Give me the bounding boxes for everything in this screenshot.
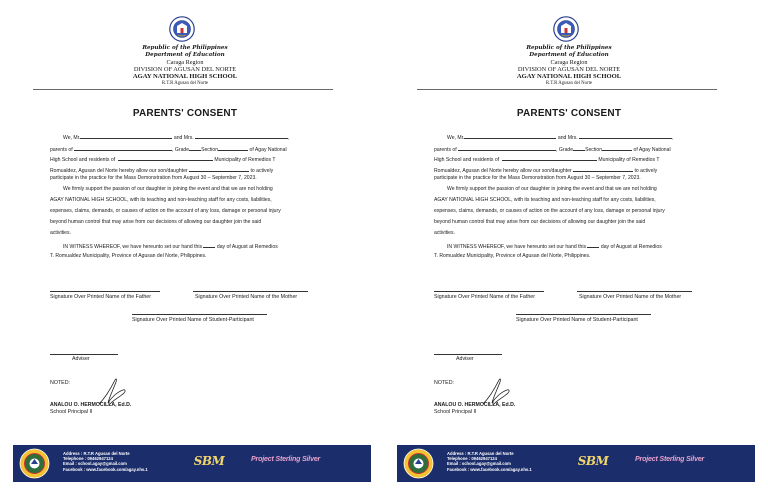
project-logo-text: Project Sterling Silver (251, 455, 321, 463)
header-republic: Republic of the Philippines (526, 45, 612, 51)
body-line-10: activities. (50, 230, 71, 236)
body-line-10: activities. (434, 230, 455, 236)
body-line-7: AGAY NATIONAL HIGH SCHOOL, with its teaching and non-teaching staff for any costs, liabilities, (434, 197, 656, 203)
student-signature-line (132, 314, 267, 315)
principal-name: ANALOU O. HERMOCILLA, Ed.D. (434, 402, 516, 408)
consent-page-right (384, 0, 768, 503)
footer-email: Email : school.agay@gmail.com (63, 461, 127, 467)
mother-signature-label: Signature Over Printed Name of the Mother (579, 294, 682, 300)
body-line-7: AGAY NATIONAL HIGH SCHOOL, with its teaching and non-teaching staff for any costs, liabilities, (50, 197, 272, 203)
body-line-1: We, Mr. and Mrs. , (63, 135, 290, 141)
sbm-logo-text: SBM (193, 454, 225, 468)
school-seal-icon (19, 448, 50, 479)
header-region: Caraga Region (550, 59, 588, 66)
body-line-12: T. Romualdez Municipality, Province of Agusan del Norte, Philippines. (50, 253, 207, 259)
body-line-3: High School and residents of Municipality of Remedios T (434, 157, 660, 163)
school-seal-icon (403, 448, 434, 479)
principal-name: ANALOU O. HERMOCILLA, Ed.D. (50, 402, 132, 408)
mother-signature-line (577, 291, 692, 292)
page-title: PARENTS' CONSENT (516, 108, 622, 119)
footer-email: Email : school.agay@gmail.com (447, 461, 511, 467)
deped-seal-icon (169, 16, 195, 42)
header-address: R.T.R Agusan del Norte (161, 81, 209, 86)
footer-address: Address : R.T.R Agusan del Norte (63, 451, 130, 456)
footer-contact (63, 451, 148, 472)
header-division: DIVISION OF AGUSAN DEL NORTE (517, 66, 621, 73)
noted-label: NOTED: (434, 380, 455, 386)
body-line-4: Romualdez, Agusan del Norte hereby allow our son/daughter to actively (434, 168, 658, 174)
body-line-11: IN WITNESS WHEREOF, we have hereunto set our hand this day of August at Remedios (447, 244, 662, 250)
footer-address: Address : R.T.R Agusan del Norte (447, 451, 514, 456)
body-line-1: We, Mr. and Mrs. , (447, 135, 674, 141)
body-line-4: Romualdez, Agusan del Norte hereby allow our son/daughter to actively (50, 168, 274, 174)
body-line-9: beyond human control that may arise from our decisions of allowing our daughter join the said (434, 219, 646, 225)
body-line-5: participate in the practice for the Mass Demonstration from August 30 – September 7, 2023. (50, 175, 257, 181)
father-signature-line (50, 291, 160, 292)
sbm-logo-text: SBM (577, 454, 609, 468)
deped-seal-icon (553, 16, 579, 42)
page-title: PARENTS' CONSENT (132, 108, 238, 119)
project-logo-text: Project Sterling Silver (635, 455, 705, 463)
header-republic: Republic of the Philippines (142, 45, 228, 51)
principal-title: School Principal II (434, 409, 477, 415)
adviser-signature-line (434, 354, 502, 355)
body-line-6: We firmly support the passion of our daughter in joining the event and that we are not holding (63, 186, 273, 192)
header-divider (417, 89, 717, 90)
header-divider (33, 89, 333, 90)
noted-label: NOTED: (50, 380, 71, 386)
body-line-5: participate in the practice for the Mass Demonstration from August 30 – September 7, 2023. (434, 175, 641, 181)
header-school: AGAY NATIONAL HIGH SCHOOL (516, 73, 622, 80)
body-line-2: parents of , Grade Section of Agay National (434, 147, 671, 153)
letterhead-footer (397, 445, 755, 482)
student-signature-label: Signature Over Printed Name of Student-Participant (516, 317, 638, 323)
footer-telephone: Telephone : 09462947124 (447, 456, 497, 462)
sbm-logo (189, 451, 229, 475)
header-address: R.T.R Agusan del Norte (545, 81, 593, 86)
adviser-signature-line (50, 354, 118, 355)
project-logo (251, 455, 361, 463)
header-department: Department of Education (529, 52, 609, 58)
sbm-logo (573, 451, 613, 475)
body-line-12: T. Romualdez Municipality, Province of Agusan del Norte, Philippines. (434, 253, 591, 259)
father-signature-line (434, 291, 544, 292)
body-line-2: parents of , Grade Section of Agay National (50, 147, 287, 153)
body-line-3: High School and residents of Municipality of Remedios T (50, 157, 276, 163)
principal-title: School Principal II (50, 409, 93, 415)
father-signature-label: Signature Over Printed Name of the Father (50, 294, 151, 300)
header-region: Caraga Region (166, 59, 204, 66)
body-line-8: expenses, claims, demands, or causes of action on the account of any loss, damage or personal injury (434, 208, 665, 214)
footer-facebook: Facebook : www.facebook.com/agay.nhs.1 (63, 466, 148, 472)
body-line-8: expenses, claims, demands, or causes of action on the account of any loss, damage or personal injury (50, 208, 281, 214)
footer-telephone: Telephone : 09462947124 (63, 456, 113, 462)
header-division: DIVISION OF AGUSAN DEL NORTE (133, 66, 237, 73)
adviser-label: Adviser (456, 356, 474, 362)
father-signature-label: Signature Over Printed Name of the Father (434, 294, 535, 300)
header-department: Department of Education (145, 52, 225, 58)
adviser-label: Adviser (72, 356, 90, 362)
mother-signature-label: Signature Over Printed Name of the Mother (195, 294, 298, 300)
letterhead-footer (13, 445, 371, 482)
body-line-11: IN WITNESS WHEREOF, we have hereunto set our hand this day of August at Remedios (63, 244, 278, 250)
project-logo (635, 455, 745, 463)
student-signature-label: Signature Over Printed Name of Student-Participant (132, 317, 254, 323)
mother-signature-line (193, 291, 308, 292)
footer-facebook: Facebook : www.facebook.com/agay.nhs.1 (447, 466, 532, 472)
body-line-9: beyond human control that may arise from our decisions of allowing our daughter join the said (50, 219, 262, 225)
footer-contact (447, 451, 532, 472)
student-signature-line (516, 314, 651, 315)
body-line-6: We firmly support the passion of our daughter in joining the event and that we are not holding (447, 186, 657, 192)
header-school: AGAY NATIONAL HIGH SCHOOL (132, 73, 238, 80)
